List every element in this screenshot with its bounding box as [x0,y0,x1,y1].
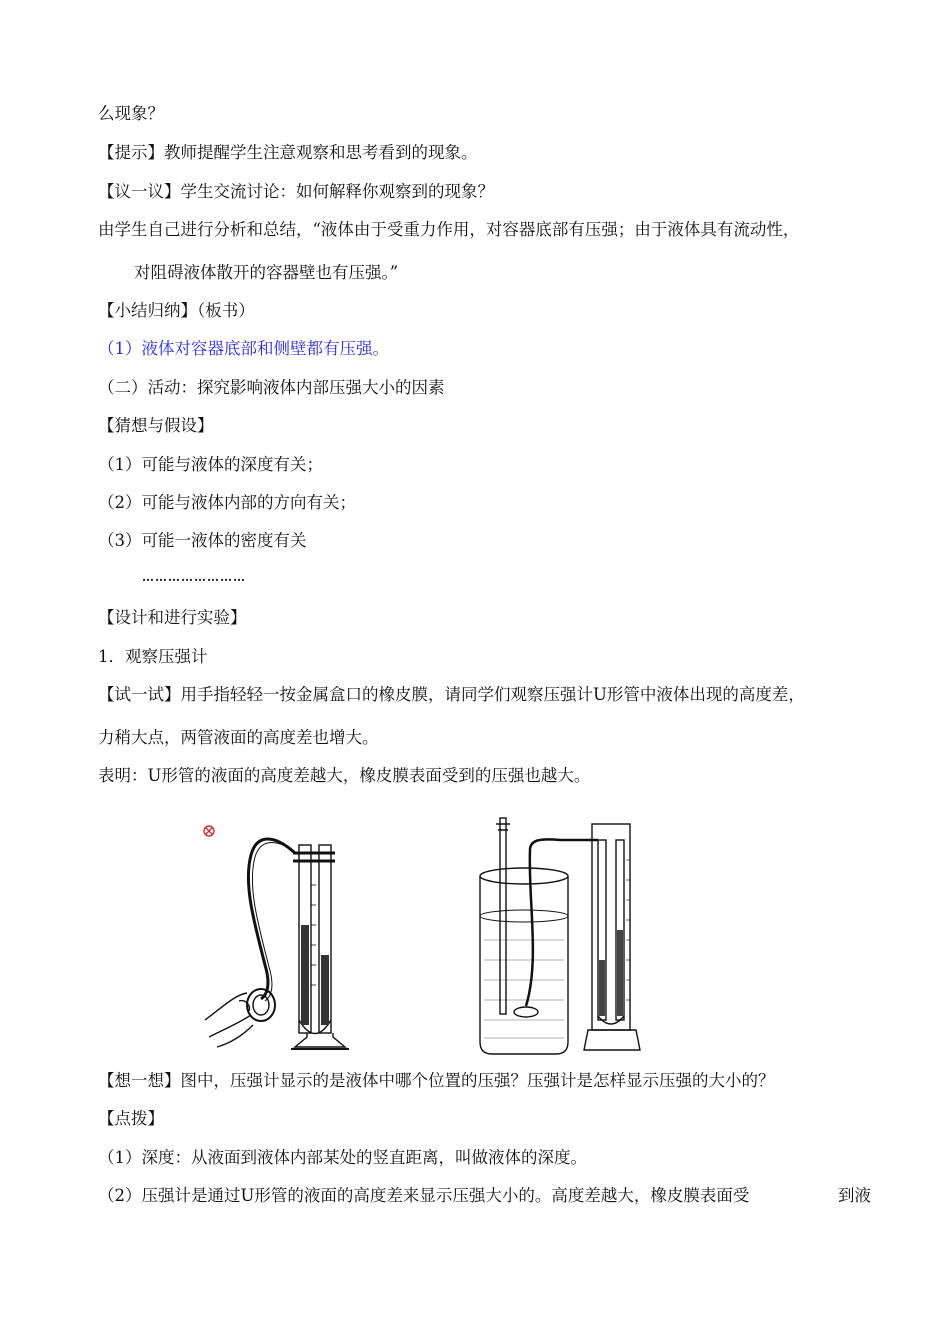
discussion-line: 【议一议】学生交流讨论：如何解释你观察到的现象？ [98,182,494,201]
text-line: 么现象？ [98,104,164,123]
conclusion-line: 表明：U形管的液面的高度差越大，橡皮膜表面受到的压强也越大。 [98,766,591,785]
text-line: 对阻碍液体散开的容器壁也有压强。” [134,263,399,282]
hypothesis-item: （2）可能与液体内部的方向有关； [98,493,356,512]
text-line: 由学生自己进行分析和总结，“液体由于受重力作用，对容器底部有压强；由于液体具有流动性， [98,220,800,239]
hint-line: 【提示】教师提醒学生注意观察和思考看到的现象。 [98,143,478,162]
red-mark-icon [204,826,214,836]
summary-point: （1）液体对容器底部和侧壁都有压强。 [98,339,389,358]
ellipsis: …………………… [142,570,246,584]
hypothesis-heading: 【猜想与假设】 [98,416,214,435]
activity-heading: （二）活动：探究影响液体内部压强大小的因素 [98,378,445,397]
gauge-in-liquid-illustration [470,810,650,1060]
hypothesis-item: （1）可能与液体的深度有关； [98,455,323,474]
tips-heading: 【点拨】 [98,1109,164,1128]
hypothesis-item: （3）可能一液体的密度有关 [98,531,307,550]
try-line: 【试一试】用手指轻轻一按金属盒口的橡皮膜，请同学们观察压强计U形管中液体出现的高度差， [98,685,805,704]
tip-item: （1）深度：从液面到液体内部某处的竖直距离，叫做液体的深度。 [98,1148,587,1167]
pressure-gauge-illustration [195,815,365,1050]
think-line: 【想一想】图中，压强计显示的是液体中哪个位置的压强？压强计是怎样显示压强的大小的？ [98,1071,775,1090]
tip-item-continuation: 到液 [838,1186,871,1205]
tip-item: （2）压强计是通过U形管的液面的高度差来显示压强大小的。高度差越大，橡皮膜表面受 [98,1186,750,1205]
text-line: 力稍大点，两管液面的高度差也增大。 [98,728,379,747]
summary-heading: 【小结归纳】（板书） [98,301,255,320]
step-heading: 1．观察压强计 [98,647,208,666]
experiment-heading: 【设计和进行实验】 [98,608,247,627]
